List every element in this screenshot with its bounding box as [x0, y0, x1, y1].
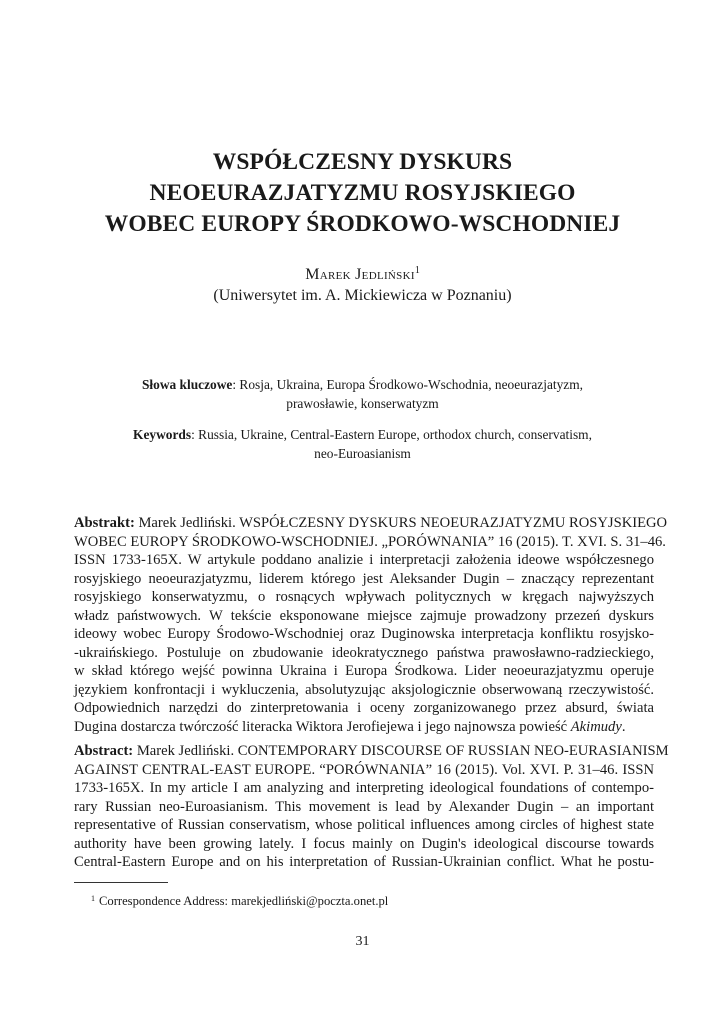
abstract-line: Odpowiednich narzędzi do zinterpretowania i oceny zorganizowanego przez absurd, świata: [74, 700, 654, 716]
abstract-line: ISSN 1733-165X. W artykule poddano analizie i interpretacji założenia ideowe współczesnego: [74, 552, 654, 568]
title-line: NEOEURAZJATYZMU ROSYJSKIEGO: [149, 180, 576, 206]
abstract-line: Abstract: Marek Jedliński. CONTEMPORARY DISCOURSE OF RUSSIAN NEO-EURASIANISM: [74, 743, 669, 759]
footnote-divider: [74, 882, 168, 883]
article-title: [60, 147, 665, 240]
keywords-en-label: Keywords: [133, 427, 192, 442]
keywords-en-text: neo-Euroasianism: [314, 446, 411, 461]
page-number: 31: [355, 934, 370, 949]
author-line: [60, 264, 665, 285]
author-footnote-mark[interactable]: 1: [414, 265, 420, 276]
abstract-english: [74, 742, 669, 872]
keywords-pl-text: prawosławie, konserwatyzm: [286, 396, 439, 411]
abstract-line: representative of Russian conservatism, whose political influences among circles of highest state: [74, 817, 654, 833]
abstract-polish: [74, 514, 668, 736]
keywords-polish: [100, 375, 625, 413]
abstract-line: rosyjskiego konserwatyzmu, o rosnących wpływach politycznych w kręgach najwyższych: [74, 589, 654, 605]
abstract-line: w skład którego wejść powinna Ukraina i Europa Środkowa. Lider neoeurazjatyzmu operuje: [74, 663, 654, 679]
keywords-english: [100, 425, 625, 463]
abstract-line: -ukraińskiego. Postuluje on zbudowanie ideokratycznego państwa prawosławno-radzieckiego,: [74, 644, 654, 661]
title-line: WSPÓŁCZESNY DYSKURS: [212, 149, 513, 175]
abstract-line: władz państwowych. W tekście eksponowane miejsce zajmuje prowadzony przezeń dyskurs: [74, 607, 654, 624]
abstract-line: authority have been growing lately. I focus mainly on Dugin's ideological discourse towards: [74, 835, 654, 852]
author-block: [60, 264, 665, 306]
footnote-mark: 1: [91, 894, 95, 903]
abstract-line: AGAINST CENTRAL-EAST EUROPE. “PORÓWNANIA” 16 (2015). Vol. XVI. P. 31–46. ISSN: [74, 761, 654, 778]
abstract-line: Dugina dostarcza twórczość literacka Wiktora Jerofiejewa i jego najnowsza powieść Akimudy.: [74, 718, 626, 735]
abstract-line: ideowy wobec Europy Środowo-Wschodniej oraz Duginowska interpretacja konfliktu rosyjsko-: [74, 626, 654, 642]
abstract-line: Central-Eastern Europe and on his interpretation of Russian-Ukrainian conflict. What he postu-: [74, 854, 654, 870]
keywords-pl-label: Słowa kluczowe: [141, 377, 233, 392]
abstract-line: 1733-165X. In my article I am analyzing and interpreting ideological foundations of contempo-: [74, 780, 654, 796]
book-title: Akimudy: [570, 718, 622, 735]
footnote-text: Correspondence Address: marekjedliński@poczta.onet.pl: [99, 894, 389, 908]
keywords-pl-text: : Rosja, Ukraina, Europa Środkowo-Wschodnia, neoeurazjatyzm,: [232, 377, 584, 392]
abstract-line: Abstrakt: Marek Jedliński. WSPÓŁCZESNY DYSKURS NEOEURAZJATYZMU ROSYJSKIEGO: [74, 515, 668, 531]
title-line: WOBEC EUROPY ŚRODKOWO-WSCHODNIEJ: [104, 211, 621, 237]
abstract-line: rary Russian neo-Euroasianism. This movement is lead by Alexander Dugin – an important: [74, 798, 654, 815]
footnote: [91, 893, 388, 909]
abstract-pl-label: Abstrakt:: [74, 515, 135, 531]
abstract-en-label: Abstract:: [74, 743, 134, 759]
author-affiliation: (Uniwersytet im. A. Mickiewicza w Poznaniu): [213, 287, 512, 304]
abstract-line: WOBEC EUROPY ŚRODKOWO-WSCHODNIEJ. „PORÓWNANIA” 16 (2015). T. XVI. S. 31–46.: [74, 533, 666, 550]
keywords-en-text: : Russia, Ukraine, Central-Eastern Europe, orthodox church, conservatism,: [191, 427, 592, 442]
author-name: Marek Jedliński: [305, 266, 415, 283]
abstract-line: językiem konfrontacji i wykluczenia, absolutyzując aksjologicznie obserwowaną rzeczywistość.: [74, 681, 654, 698]
abstract-line: rosyjskiego neoeurazjatyzmu, liderem którego jest Aleksander Dugin – znaczący reprezentant: [74, 570, 654, 587]
